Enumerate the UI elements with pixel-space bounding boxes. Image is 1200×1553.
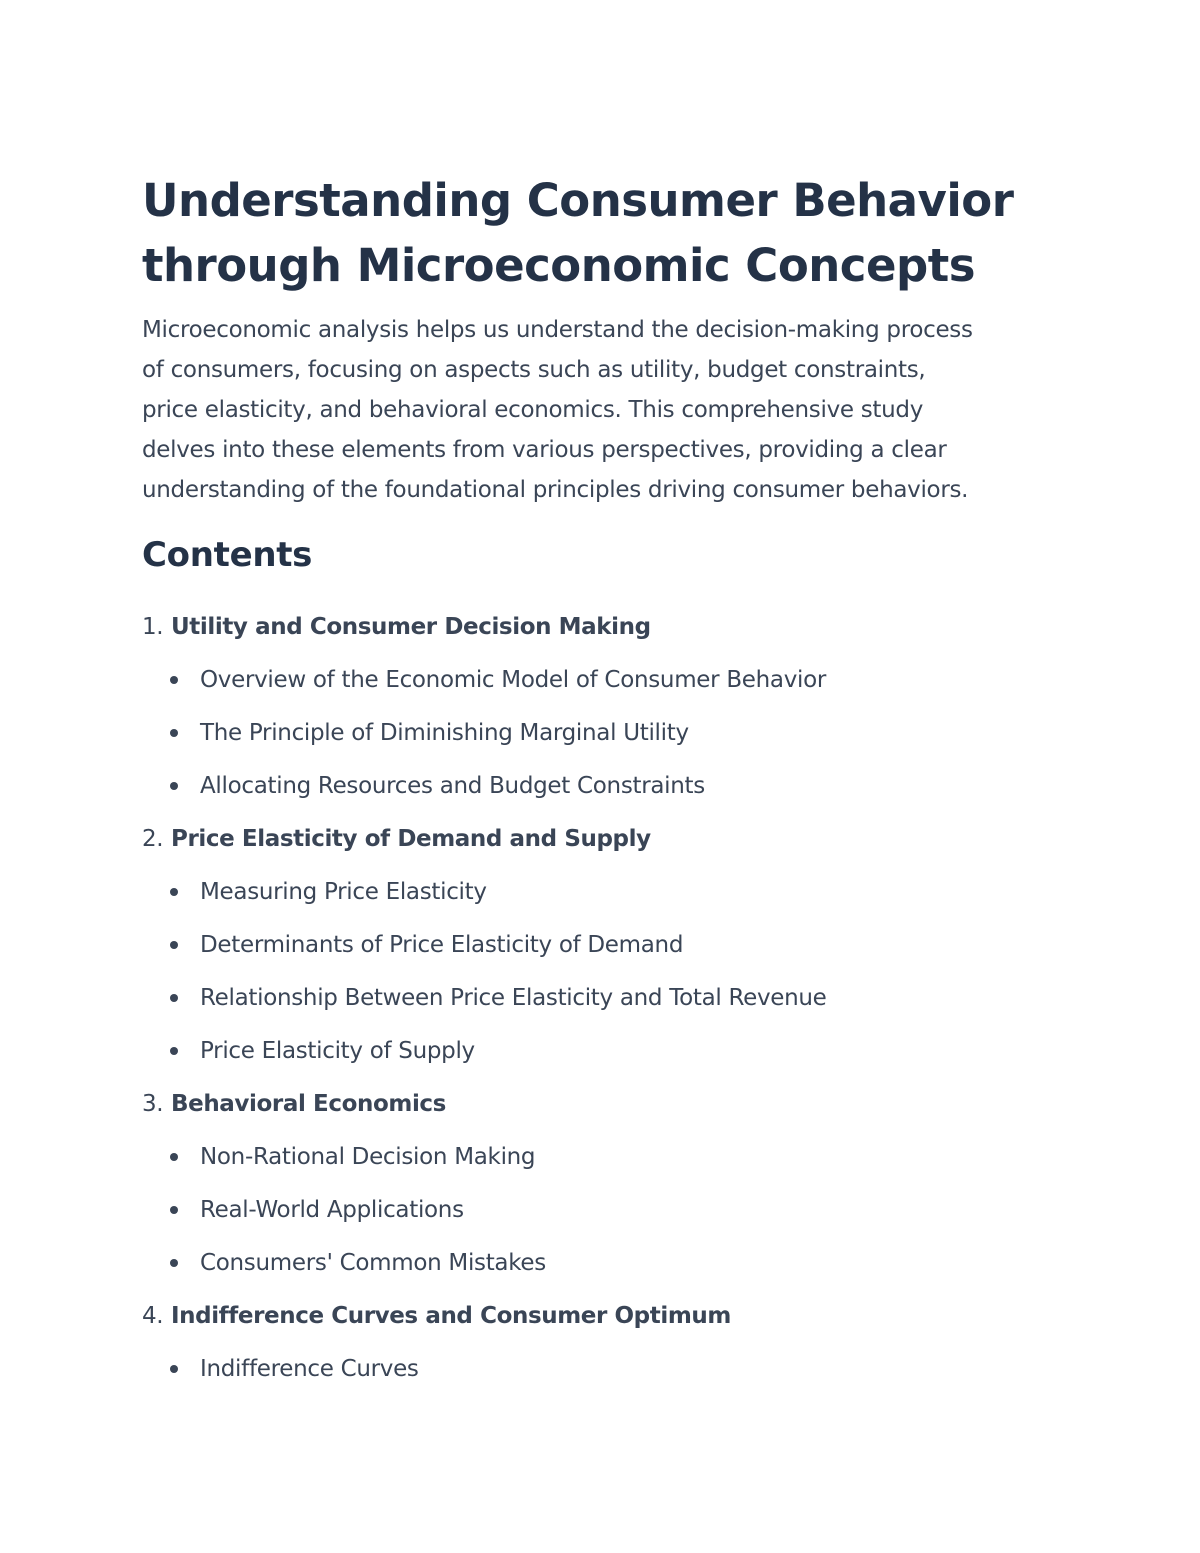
toc-sub-item-label: Overview of the Economic Model of Consumer Behavior: [200, 666, 827, 693]
toc-section-title: Indifference Curves and Consumer Optimum: [171, 1302, 731, 1329]
toc-section-heading: [142, 1077, 1102, 1130]
bullet-icon: [170, 676, 178, 684]
toc-section-heading: [142, 600, 1102, 653]
toc-section-number: 4.: [142, 1302, 164, 1329]
toc-section-number: 3.: [142, 1090, 164, 1117]
bullet-icon: [170, 1153, 178, 1161]
toc-sub-item-label: Real-World Applications: [200, 1196, 464, 1223]
toc-section-title: Behavioral Economics: [171, 1090, 446, 1117]
toc-sub-item-label: Determinants of Price Elasticity of Demand: [200, 931, 684, 958]
toc-section-number: 2.: [142, 825, 164, 852]
bullet-icon: [170, 782, 178, 790]
toc-sub-item: [142, 971, 1102, 1024]
toc-section-title: Price Elasticity of Demand and Supply: [171, 825, 651, 852]
table-of-contents: [142, 600, 1102, 1395]
toc-sub-item: [142, 759, 1102, 812]
toc-section: [142, 1289, 1102, 1395]
toc-sub-item-label: The Principle of Diminishing Marginal Utility: [200, 719, 689, 746]
toc-sub-item: [142, 653, 1102, 706]
toc-section-number: 1.: [142, 613, 164, 640]
intro-line: price elasticity, and behavioral economics. This comprehensive study: [142, 397, 924, 423]
intro-line: Microeconomic analysis helps us understand the decision-making process: [142, 317, 973, 343]
toc-sub-item-label: Indifference Curves: [200, 1355, 419, 1382]
bullet-icon: [170, 1047, 178, 1055]
bullet-icon: [170, 1259, 178, 1267]
bullet-icon: [170, 941, 178, 949]
toc-sub-item: [142, 1183, 1102, 1236]
toc-section-heading: [142, 812, 1102, 865]
toc-section: [142, 600, 1102, 812]
toc-sub-item-label: Measuring Price Elasticity: [200, 878, 487, 905]
bullet-icon: [170, 1206, 178, 1214]
toc-sub-item-label: Allocating Resources and Budget Constraints: [200, 772, 705, 799]
toc-section-heading: [142, 1289, 1102, 1342]
intro-paragraph: [142, 310, 1082, 510]
intro-line: delves into these elements from various perspectives, providing a clear: [142, 437, 947, 463]
toc-sub-item: [142, 918, 1102, 971]
toc-section-title: Utility and Consumer Decision Making: [171, 613, 651, 640]
toc-sub-item-label: Consumers' Common Mistakes: [200, 1249, 546, 1276]
intro-line: understanding of the foundational principles driving consumer behaviors.: [142, 477, 969, 503]
toc-sub-item: [142, 1130, 1102, 1183]
page-title: [142, 168, 1102, 298]
contents-heading: Contents: [142, 535, 313, 575]
bullet-icon: [170, 729, 178, 737]
toc-sub-item: [142, 1024, 1102, 1077]
intro-line: of consumers, focusing on aspects such as utility, budget constraints,: [142, 357, 926, 383]
toc-sub-item: [142, 1342, 1102, 1395]
bullet-icon: [170, 1365, 178, 1373]
toc-sub-item-label: Relationship Between Price Elasticity and Total Revenue: [200, 984, 827, 1011]
toc-sub-item: [142, 1236, 1102, 1289]
title-line: Understanding Consumer Behavior: [142, 174, 1014, 227]
bullet-icon: [170, 994, 178, 1002]
toc-section: [142, 812, 1102, 1077]
toc-sub-item: [142, 865, 1102, 918]
title-line: through Microeconomic Concepts: [142, 239, 975, 292]
toc-sub-item: [142, 706, 1102, 759]
toc-section: [142, 1077, 1102, 1289]
bullet-icon: [170, 888, 178, 896]
toc-sub-item-label: Non-Rational Decision Making: [200, 1143, 536, 1170]
toc-sub-item-label: Price Elasticity of Supply: [200, 1037, 475, 1064]
